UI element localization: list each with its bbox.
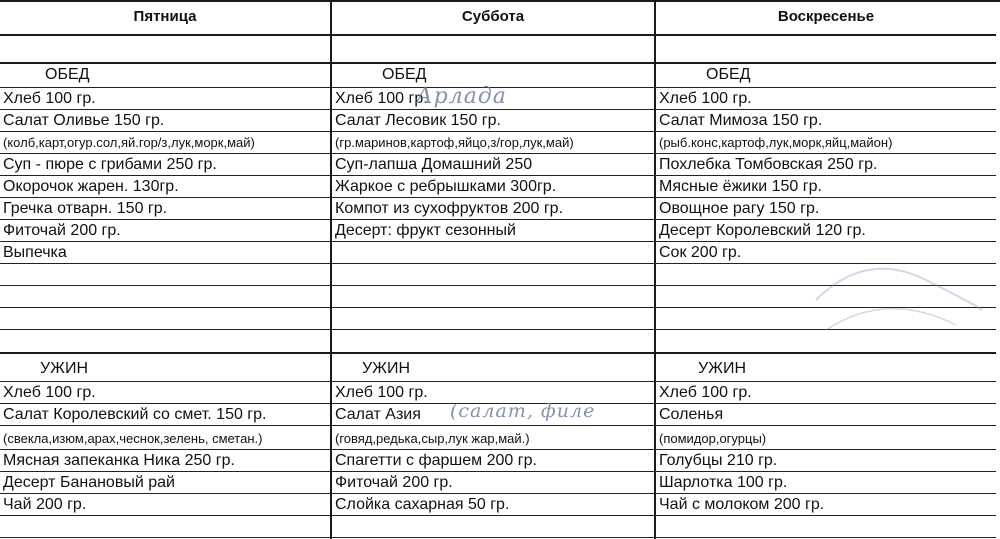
empty-row [0,264,330,286]
list-item: Суп-лапша Домашний 250 [332,154,654,176]
list-item: Гречка отварн. 150 гр. [0,198,330,220]
list-item: Суп - пюре с грибами 250 гр. [0,154,330,176]
empty-row [332,330,654,354]
list-item: Голубцы 210 гр. [656,450,996,472]
blank-row [332,36,654,64]
list-item: Фиточай 200 гр. [0,220,330,242]
list-item: (гр.маринов,картоф,яйцо,з/гор,лук,май) [332,132,654,154]
list-item: Овощное рагу 150 гр. [656,198,996,220]
column-friday [0,0,332,539]
list-item: (говяд,редька,сыр,лук жар,май.) [332,428,654,450]
list-item: Хлеб 100 гр. [656,382,996,404]
empty-row [332,264,654,286]
dinner-label-saturday: УЖИН [332,356,654,382]
list-item: Салат Королевский со смет. 150 гр. [0,404,330,426]
list-item: Сок 200 гр. [656,242,996,264]
column-saturday [332,0,656,539]
list-item: Окорочок жарен. 130гр. [0,176,330,198]
list-item: Десерт: фрукт сезонный [332,220,654,242]
list-item: Хлеб 100 гр. [656,88,996,110]
list-item: Хлеб 100 гр. [0,88,330,110]
list-item: Выпечка [0,242,330,264]
list-item: Мясная запеканка Ника 250 гр. [0,450,330,472]
empty-row [0,516,330,538]
list-item: Фиточай 200 гр. [332,472,654,494]
list-item: Спагетти с фаршем 200 гр. [332,450,654,472]
lunch-label-saturday: ОБЕД [332,62,654,88]
handwritten-note: (салат, филе [450,400,596,422]
list-item: (свекла,изюм,арах,чеснок,зелень, сметан.) [0,428,330,450]
empty-row [332,308,654,330]
list-item: Салат Мимоза 150 гр. [656,110,996,132]
day-title-saturday: Суббота [332,0,654,36]
empty-row [332,242,654,264]
column-sunday [656,0,996,539]
list-item: Десерт Банановый рай [0,472,330,494]
list-item: Чай 200 гр. [0,494,330,516]
list-item: Салат Лесовик 150 гр. [332,110,654,132]
list-item: (колб,карт,огур.сол,яй.гор/з,лук,морк,май) [0,132,330,154]
blank-row [656,36,996,64]
list-item: Компот из сухофруктов 200 гр. [332,198,654,220]
lunch-label-friday: ОБЕД [0,62,330,88]
list-item: Чай с молоком 200 гр. [656,494,996,516]
list-item: Хлеб 100 гр. [332,382,654,404]
day-title-friday: Пятница [0,0,330,36]
list-item: (помидор,огурцы) [656,428,996,450]
empty-row [656,516,996,538]
lunch-label-sunday: ОБЕД [656,62,996,88]
dinner-label-friday: УЖИН [0,356,330,382]
empty-row [0,308,330,330]
empty-row [0,286,330,308]
list-item: Хлеб 100 гр. [0,382,330,404]
list-item: Шарлотка 100 гр. [656,472,996,494]
list-item: Похлебка Томбовская 250 гр. [656,154,996,176]
faded-stamp-mark [806,240,986,350]
empty-row [332,516,654,538]
list-item: Салат Оливье 150 гр. [0,110,330,132]
empty-row [0,330,330,354]
list-item: Слойка сахарная 50 гр. [332,494,654,516]
dinner-label-sunday: УЖИН [656,356,996,382]
blank-row [0,36,330,64]
day-title-sunday: Воскресенье [656,0,996,36]
list-item: Жаркое с ребрышками 300гр. [332,176,654,198]
list-item: Десерт Королевский 120 гр. [656,220,996,242]
list-item: Салат Азия [332,404,654,426]
list-item: Соленья [656,404,996,426]
list-item: Хлеб 100 гр. [332,88,654,110]
list-item: Мясные ёжики 150 гр. [656,176,996,198]
empty-row [332,286,654,308]
list-item: (рыб.конс,картоф,лук,морк,яйц,майон) [656,132,996,154]
handwritten-note: Арлада [416,84,507,109]
